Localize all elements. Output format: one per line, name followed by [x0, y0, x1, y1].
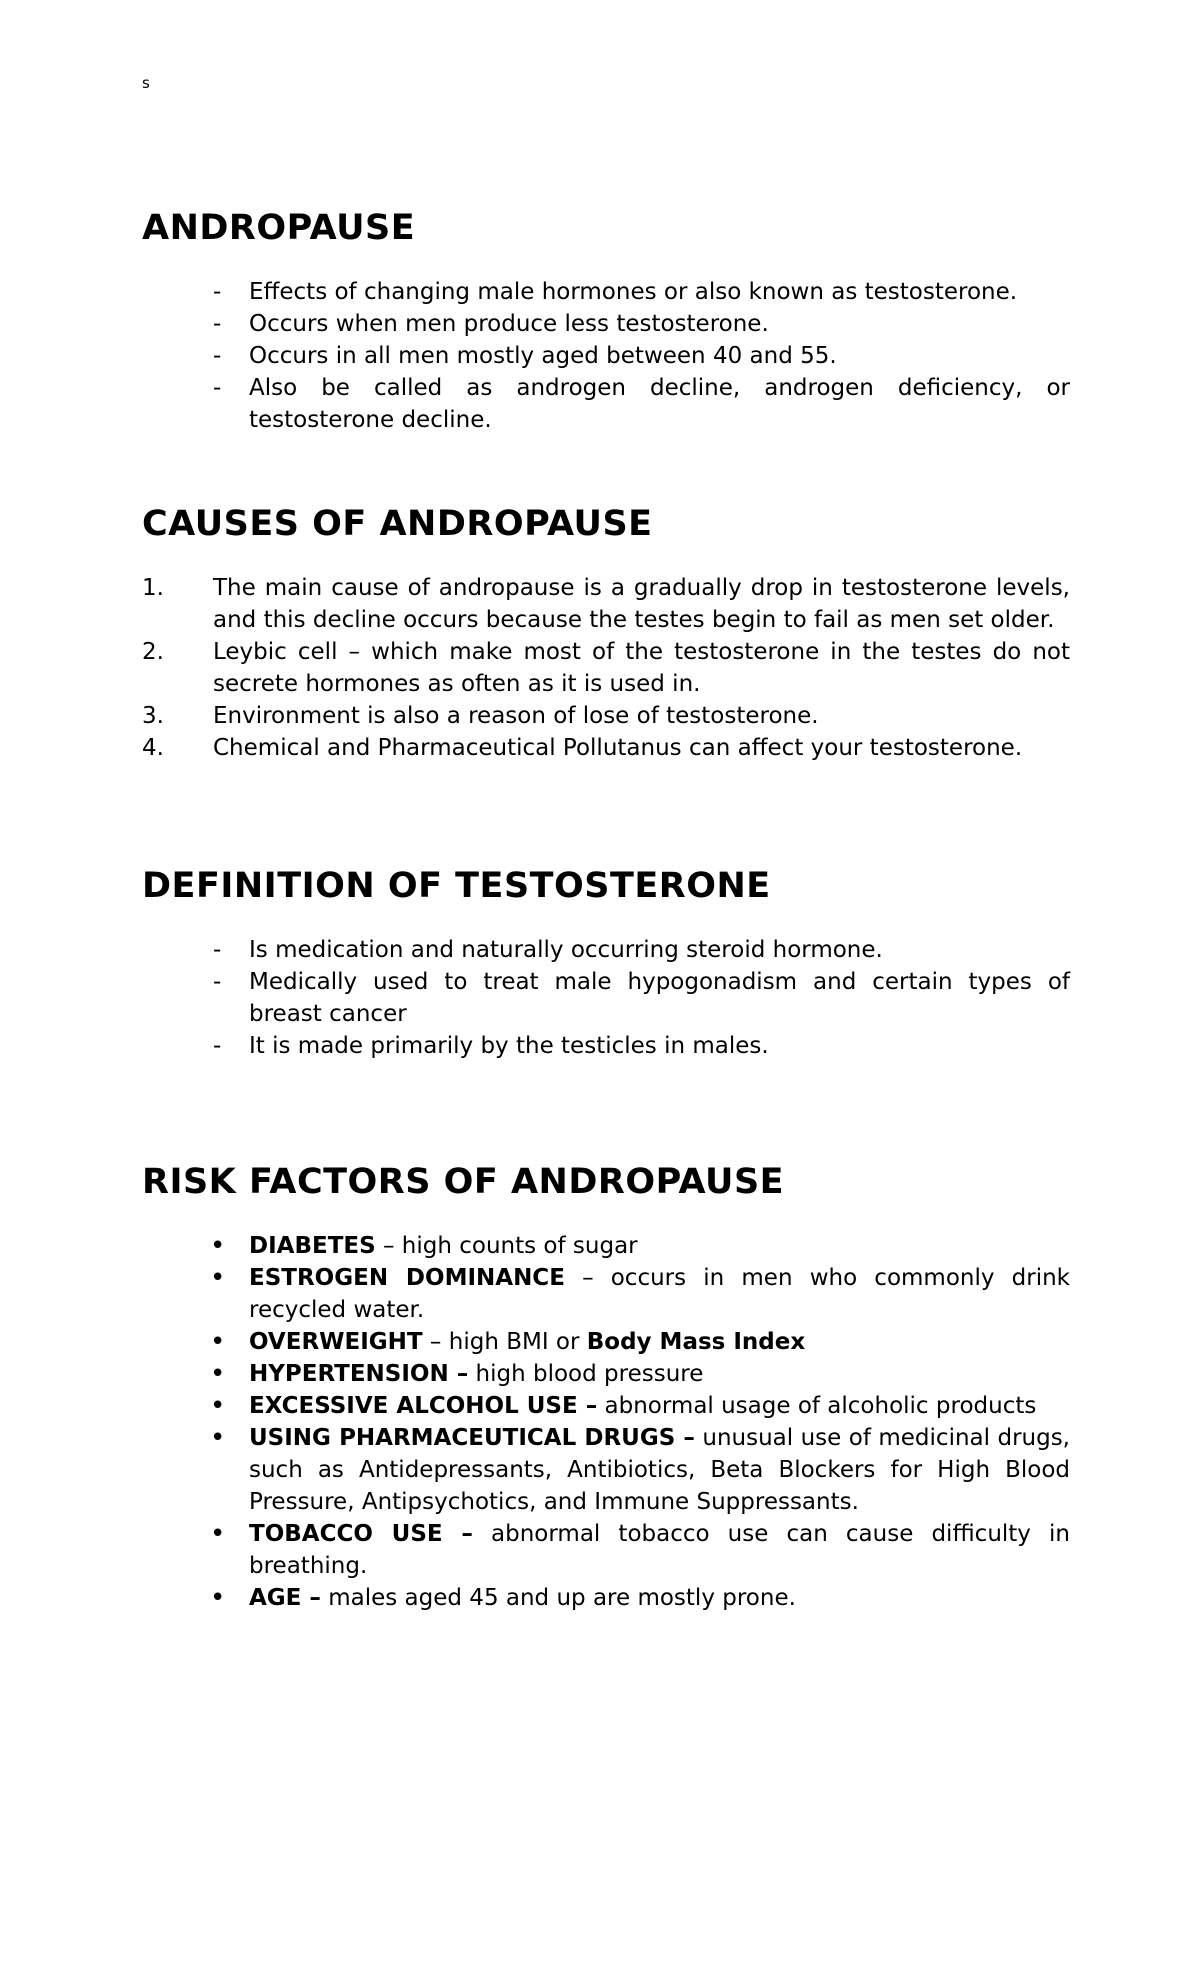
list-item: • HYPERTENSION – high blood pressure [210, 1359, 704, 1389]
list-item: • ESTROGEN DOMINANCE – occurs in men who commonly drink recycled water. [210, 1263, 1070, 1323]
risk-term: HYPERTENSION – [249, 1361, 469, 1387]
section-title-andropause: ANDROPAUSE [142, 208, 416, 248]
bullet-marker: • [210, 1423, 226, 1453]
list-item: 2. Leybic cell – which make most of the testosterone in the testes do not secrete hormones as often as it is used in. [142, 636, 1070, 700]
list-item: - It is made primarily by the testicles in males. [142, 1030, 1070, 1062]
item-number: 1. [142, 575, 164, 601]
bullet-marker: • [210, 1583, 226, 1613]
definition-list [142, 934, 1070, 1062]
risk-term: ESTROGEN DOMINANCE [249, 1265, 565, 1291]
list-item: - Is medication and naturally occurring steroid hormone. [142, 934, 1070, 966]
list-item: • DIABETES – high counts of sugar [210, 1231, 638, 1261]
list-item: 1. The main cause of andropause is a gradually drop in testosterone levels, and this decline occurs because the testes begin to fail as men set older. [142, 572, 1070, 636]
bullet-marker: • [210, 1391, 226, 1421]
list-item: • EXCESSIVE ALCOHOL USE – abnormal usage of alcoholic products [210, 1391, 1037, 1421]
item-number: 3. [142, 703, 164, 729]
risk-term: EXCESSIVE ALCOHOL USE – [249, 1393, 598, 1419]
item-number: 2. [142, 639, 164, 665]
dash-marker: - [213, 937, 222, 963]
list-item: 4. Chemical and Pharmaceutical Pollutanus can affect your testosterone. [142, 732, 1070, 764]
dash-marker: - [213, 343, 222, 369]
risk-term: TOBACCO USE – [249, 1521, 473, 1547]
list-item: - Also be called as androgen decline, androgen deficiency, or testosterone decline. [142, 372, 1070, 436]
risk-term: USING PHARMACEUTICAL DRUGS – [249, 1425, 695, 1451]
causes-list [142, 572, 1070, 764]
item-number: 4. [142, 735, 164, 761]
list-item: • USING PHARMACEUTICAL DRUGS – unusual use of medicinal drugs, such as Antidepressants, Antibiotics, Beta Blockers for High Blood Pressure, Antipsychotics, and Immune Suppressants. [210, 1423, 1070, 1515]
bullet-marker: • [210, 1263, 226, 1293]
risk-factors-list [142, 1230, 1070, 1614]
dash-marker: - [213, 969, 222, 995]
risk-term: DIABETES [249, 1233, 376, 1259]
list-item: • TOBACCO USE – abnormal tobacco use can cause difficulty in breathing. [210, 1519, 1070, 1579]
list-item: - Occurs when men produce less testosterone. [142, 308, 1070, 340]
risk-term-secondary: Body Mass Index [586, 1329, 806, 1355]
bullet-marker: • [210, 1359, 226, 1389]
risk-term: AGE – [249, 1585, 321, 1611]
bullet-marker: • [210, 1231, 226, 1261]
dash-marker: - [213, 279, 222, 305]
list-item: - Occurs in all men mostly aged between 40 and 55. [142, 340, 1070, 372]
list-item: 3. Environment is also a reason of lose of testosterone. [142, 700, 1070, 732]
list-item: - Effects of changing male hormones or also known as testosterone. [142, 276, 1070, 308]
section-title-causes: CAUSES OF ANDROPAUSE [142, 504, 653, 544]
dash-marker: - [213, 1033, 222, 1059]
dash-marker: - [213, 311, 222, 337]
section-title-definition: DEFINITION OF TESTOSTERONE [142, 866, 771, 906]
section-title-risk-factors: RISK FACTORS OF ANDROPAUSE [142, 1162, 785, 1202]
list-item: • AGE – males aged 45 and up are mostly prone. [210, 1583, 796, 1613]
list-item: - Medically used to treat male hypogonadism and certain types of breast cancer [142, 966, 1070, 1030]
bullet-marker: • [210, 1519, 226, 1549]
list-item: • OVERWEIGHT – high BMI or Body Mass Index [210, 1327, 806, 1357]
bullet-marker: • [210, 1327, 226, 1357]
andropause-list [142, 276, 1070, 436]
risk-term: OVERWEIGHT [249, 1329, 423, 1355]
dash-marker: - [213, 375, 222, 401]
header-mark: s [142, 74, 150, 92]
